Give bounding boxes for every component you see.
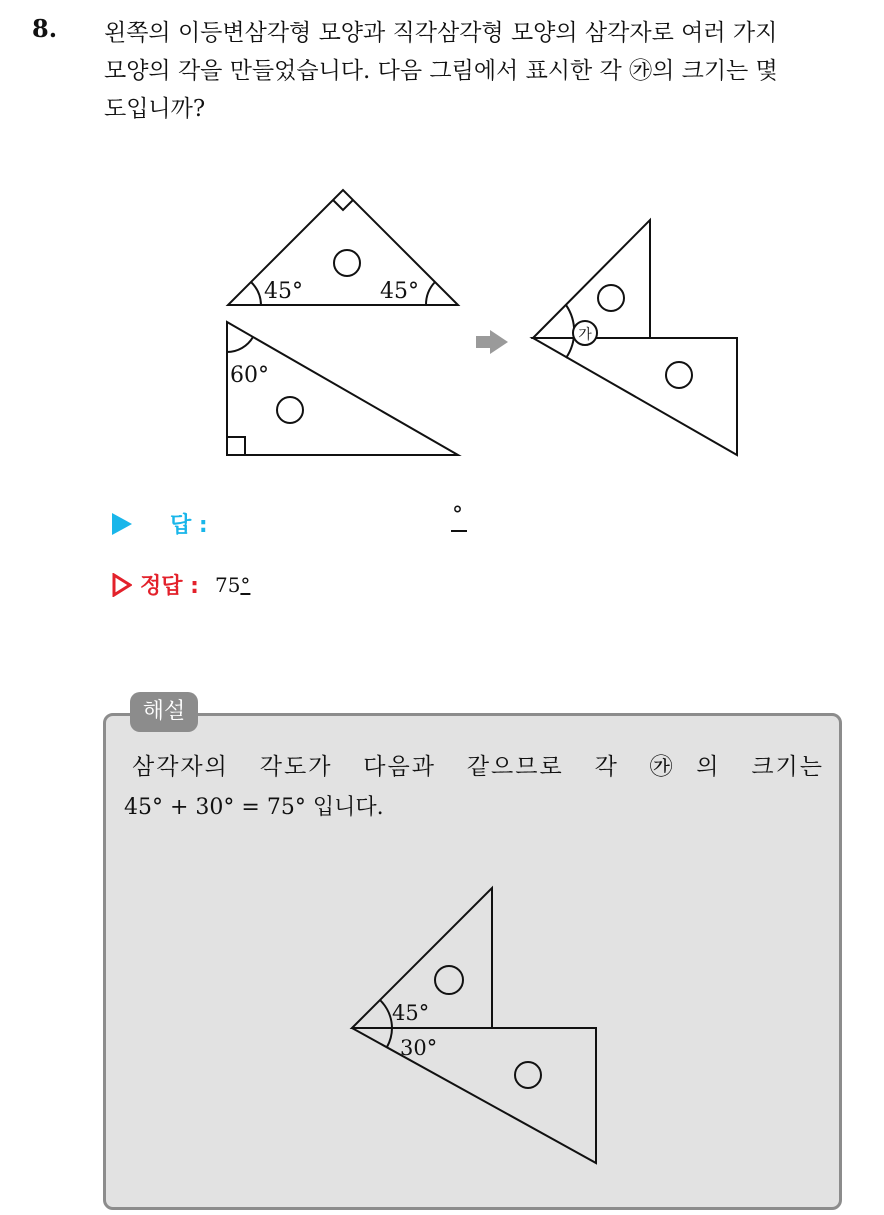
angle-arc-left [251, 282, 261, 305]
angle-arc-right [426, 282, 435, 305]
combined-triangle-30 [533, 338, 737, 455]
triangle-hole-1 [334, 250, 360, 276]
explanation-line-2: 45° + 30° = 75° 입니다. [124, 795, 384, 820]
explanation-triangle-30 [352, 1028, 596, 1163]
angle-label-45-right: 45° [380, 279, 419, 304]
answer-underline [451, 530, 467, 532]
right-angle-mark [333, 200, 353, 210]
answer-unit: ° [452, 503, 463, 528]
explanation-tab: 해설 [130, 692, 198, 732]
isosceles-triangle [228, 190, 458, 305]
combined-hole-2 [666, 362, 692, 388]
correct-unit: ° [240, 572, 251, 597]
explanation-figure [0, 870, 884, 1170]
answer-row [112, 508, 408, 539]
triangle-hole-2 [277, 397, 303, 423]
question-line-3: 도입니까? [104, 96, 206, 122]
right-arrow-icon [476, 330, 508, 354]
angle-label-45-left: 45° [264, 279, 303, 304]
answer-arrow-icon [112, 513, 132, 535]
angle-label-60: 60° [230, 363, 269, 388]
angle-arc-60 [227, 337, 253, 352]
angle-label-ga: 가 [578, 327, 592, 343]
right-angle-mark-2 [227, 437, 245, 455]
question-text [104, 14, 864, 128]
correct-answer [215, 573, 250, 597]
explanation-angle-30: 30° [400, 1036, 438, 1060]
explanation-angle-45: 45° [392, 1001, 430, 1025]
explanation-line-1: 삼각자의 각도가 다음과 같으므로 각 ㉮의 크기는 [132, 754, 824, 780]
question-line-2: 모양의 각을 만들었습니다. 다음 그림에서 표시한 각 ㉮의 크기는 몇 [104, 58, 778, 84]
combined-hole-1 [598, 285, 624, 311]
answer-label: 답 : [170, 513, 208, 538]
correct-label: 정답 : [140, 574, 199, 599]
question-line-1: 왼쪽의 이등변삼각형 모양과 직각삼각형 모양의 삼각자로 여러 가지 [104, 20, 778, 46]
correct-row [112, 569, 250, 600]
combined-triangle-45 [533, 220, 650, 338]
correct-value: 75 [214, 572, 241, 597]
question-number: 8. [32, 14, 58, 43]
correct-arrow-icon [112, 573, 132, 597]
right-triangle [227, 322, 458, 455]
